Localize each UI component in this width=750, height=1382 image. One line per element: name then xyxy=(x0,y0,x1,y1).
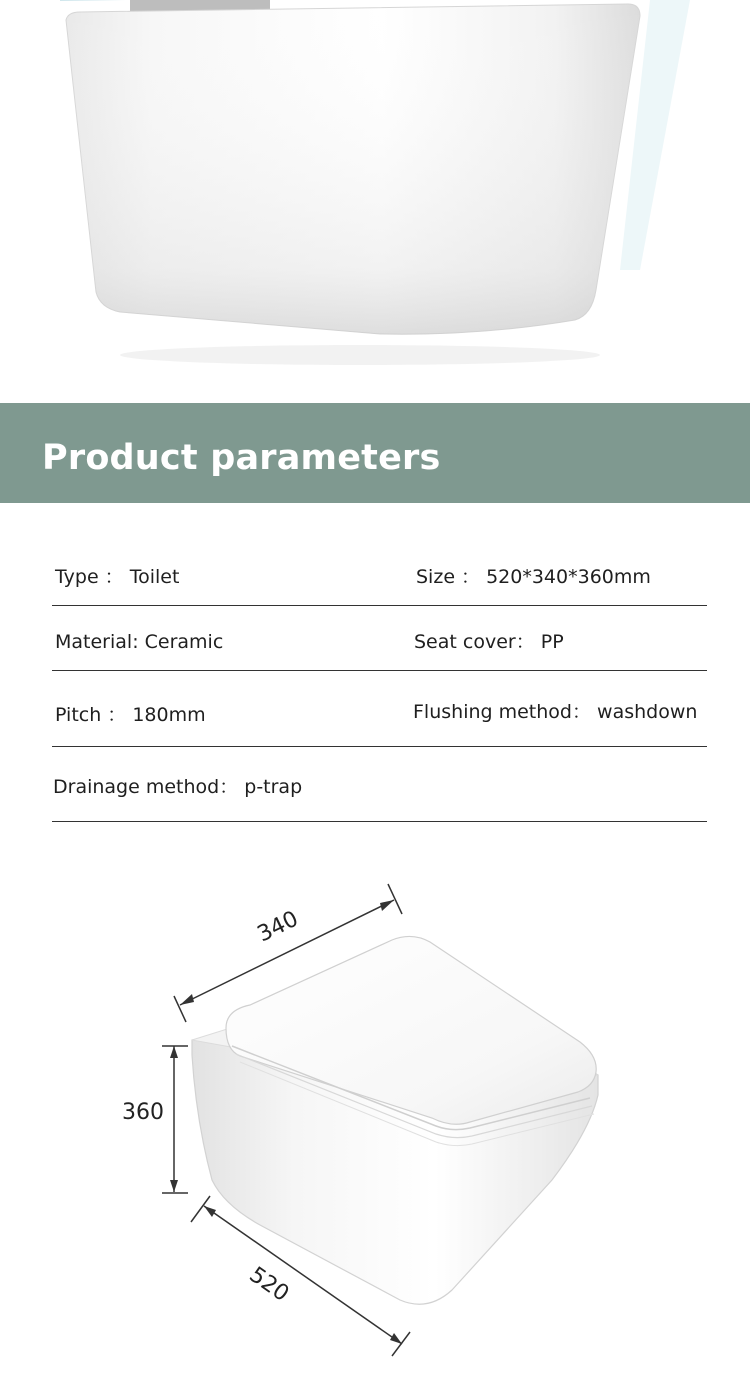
spec-seat-cover: Seat cover： PP xyxy=(414,631,564,653)
arrow-icon xyxy=(380,900,394,911)
spec-size: Size ： 520*340*360mm xyxy=(416,566,651,588)
dimension-diagram xyxy=(0,860,750,1382)
divider xyxy=(52,670,707,671)
spec-material: Material: Ceramic xyxy=(55,631,224,653)
arrow-icon xyxy=(204,1206,216,1217)
arrow-icon xyxy=(170,1046,178,1058)
divider xyxy=(52,746,707,747)
spec-type: Type ： Toilet xyxy=(55,566,180,588)
depth-label: 520 xyxy=(244,1262,294,1308)
section-banner xyxy=(0,403,750,503)
arrow-icon xyxy=(180,994,194,1005)
arrow-icon xyxy=(390,1333,402,1344)
product-photo-top xyxy=(0,0,750,400)
height-label: 360 xyxy=(122,1100,164,1125)
section-title: Product parameters xyxy=(42,438,441,478)
spec-flushing-method: Flushing method： washdown xyxy=(413,701,698,723)
divider xyxy=(52,605,707,606)
height-dimension xyxy=(162,1046,188,1193)
spec-drainage-method: Drainage method： p-trap xyxy=(53,776,303,798)
arrow-icon xyxy=(170,1180,178,1192)
divider xyxy=(52,821,707,822)
spec-pitch: Pitch ： 180mm xyxy=(55,704,206,726)
width-label: 340 xyxy=(253,906,303,948)
toilet-illustration xyxy=(192,936,598,1304)
